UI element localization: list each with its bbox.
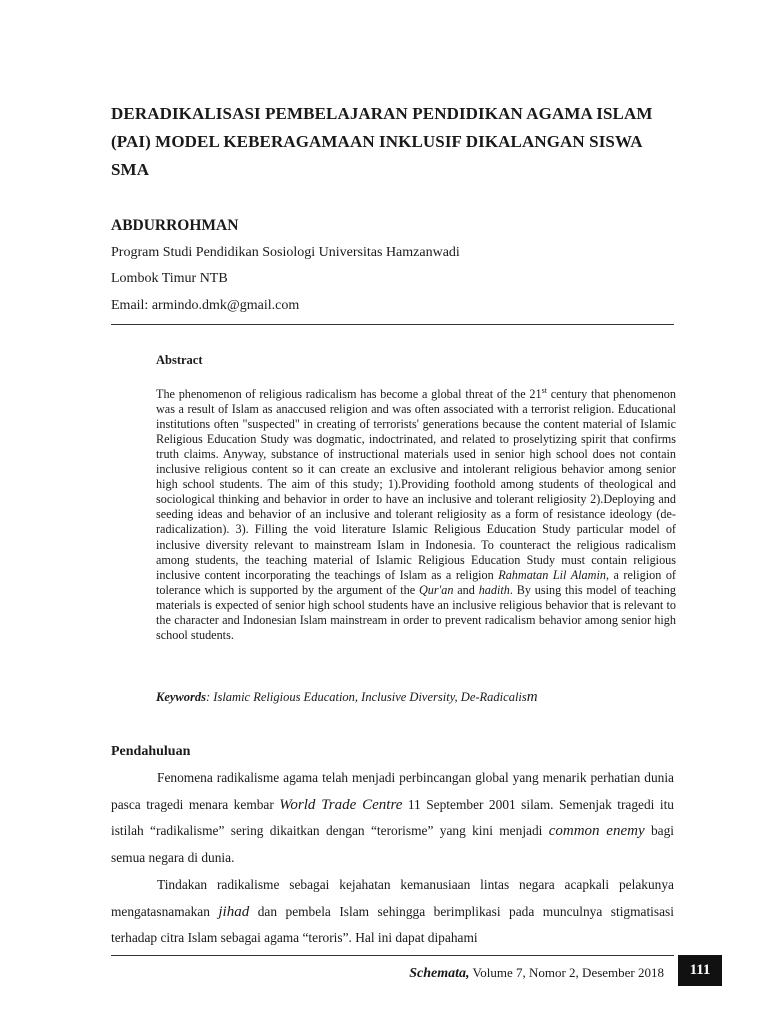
header-divider <box>111 324 674 325</box>
footer-divider <box>111 955 674 956</box>
affiliation-program: Program Studi Pendidikan Sosiologi Universitas Hamzanwadi <box>111 245 460 260</box>
abstract-text-1: The phenomenon of religious radicalism has become a global threat of the 21 <box>156 387 542 402</box>
para1-text-b: 11 September 2001 silam. Semenjak tragedi itu istilah “radikalisme” sering dikaitkan dengan “terorisme” yang kini menjadi <box>111 796 674 839</box>
abstract-term-quran: Qur'an <box>419 582 454 597</box>
keywords-tail: m <box>526 689 538 705</box>
para2-text-b: dan pembela Islam sehingga berimplikasi pada munculnya stigmatisasi terhadap citra Islam sebagai agama “teroris”. Hal ini dapat dipahami <box>111 903 674 946</box>
journal-issue: Volume 7, Nomor 2, Desember 2018 <box>469 965 664 980</box>
abstract-text-4: and <box>453 582 479 597</box>
para2-italic-jihad: jihad <box>218 903 250 920</box>
journal-footer <box>409 965 664 982</box>
abstract-text-2: century that phenomenon was a result of Islam as anaccused religion and was often associated with a terrorist religion. Educational institutions often "suspected" in creating of terrorists' generations because the content material of Islamic Religious Education Study was dogmatic, indoctrinated, and related to proselytizing spirit that confirms truth claims. Anyway, substance of instructional materials used in senior high school does not contain inclusive religious content so it can create an exclusive and intolerant religious behavior among senior high school students. The aim of this study; 1).Providing foothold among students of theological and sociological thinking and behavior in order to have an inclusive and tolerant religiosity 2).Deploying and seeding ideas and behavior of an inclusive and tolerant religiosity as a form of resistance ideology (de-radicalization). 3). Filling the void literature Islamic Religious Education Study particular model of inclusive diversity relevant to mainstream Islam in Indonesia. To counteract the religious radicalism among students, the teaching material of Islamic Religious Education Study must contain religious inclusive content incorporating the teachings of Islam as a religion <box>156 387 676 582</box>
para1-italic-enemy: common enemy <box>548 823 645 840</box>
journal-name: Schemata, <box>409 966 470 981</box>
body-text <box>111 765 674 952</box>
para2-text-a: Tindakan radikalisme sebagai kejahatan kemanusiaan lintas negara acapkali pelakunya mengatasnamakan <box>111 876 674 919</box>
abstract-superscript: st <box>541 386 547 395</box>
keywords-label: Keywords <box>156 690 206 704</box>
body-paragraph-2 <box>111 872 674 952</box>
paper-title: DERADIKALISASI PEMBELAJARAN PENDIDIKAN AGAMA ISLAM (PAI) MODEL KEBERAGAMAAN INKLUSIF DIKALANGAN SISWA SMA <box>111 104 653 179</box>
abstract-body <box>156 383 676 643</box>
abstract-text-3: , a religion of tolerance which is supported by the argument of the <box>156 567 676 597</box>
para1-text-c: bagi semua negara di dunia. <box>111 823 674 866</box>
section-heading: Pendahuluan <box>111 744 191 759</box>
para1-italic-wtc: World Trade Centre <box>279 796 403 813</box>
keywords <box>156 689 538 706</box>
abstract-heading: Abstract <box>156 353 203 367</box>
author-email: Email: armindo.dmk@gmail.com <box>111 298 300 313</box>
para1-text-a: Fenomena radikalisme agama telah menjadi perbincangan global yang menarik perhatian dunia pasca tragedi menara kembar <box>111 770 674 812</box>
keywords-text: : Islamic Religious Education, Inclusive Diversity, De-Radicalis <box>206 690 527 704</box>
author-name: ABDURROHMAN <box>111 217 239 234</box>
body-paragraph-1 <box>111 765 674 872</box>
page-number: 111 <box>678 955 722 986</box>
abstract-text-5: . By using this model of teaching materials is expected of senior high school students have an inclusive religious behavior that is relevant to the character and Indonesian Islam mainstream in order to prevent radicalism behavior among senior high school students. <box>156 582 676 642</box>
affiliation-location: Lombok Timur NTB <box>111 271 228 286</box>
abstract-term-rahmatan: Rahmatan Lil Alamin <box>498 567 606 582</box>
abstract-term-hadith: hadith <box>478 582 510 597</box>
